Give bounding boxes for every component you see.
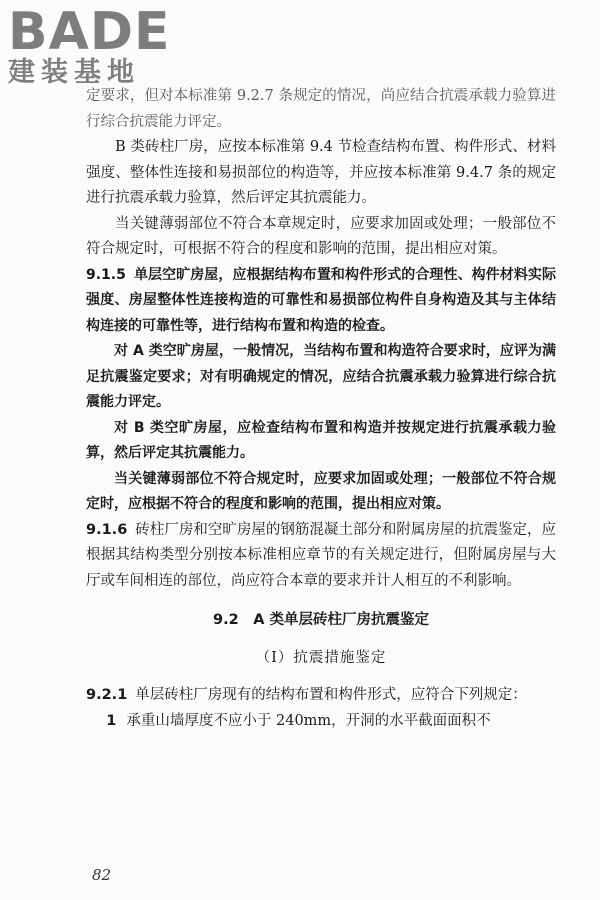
- paragraph-b-class-brick: B 类砖柱厂房，应按本标准第 9.4 节检查结构布置、构件形式、材料强度、整体性连接和易损部位的构造等，并应按本标准第 9.4.7 条的规定进行抗震承载力验算，然后评定其抗震能力。: [86, 139, 556, 206]
- clause-9-1-6: [86, 518, 556, 595]
- clause-9-2-1: [86, 683, 556, 709]
- clause-text: 单层空旷房屋，应根据结构布置和构件形式的合理性、构件材料实际强度、房屋整体性连接构造的可靠性和易损部位构件自身构造及其与主体结构连接的可靠性等，进行结构布置和构造的检查。: [86, 266, 556, 334]
- clause-9-1-5: [86, 263, 556, 340]
- clause-text: 单层砖柱厂房现有的结构布置和构件形式，应符合下列规定：: [135, 687, 527, 703]
- item-number: 1: [106, 712, 117, 729]
- paragraph-weak-parts: 当关键薄弱部位不符合本章规定时，应要求加固或处理；一般部位不符合规定时，可根据不符合的程度和影响的范围，提出相应对策。: [86, 215, 556, 257]
- clause-text: 砖柱厂房和空旷房屋的钢筋混凝土部分和附属房屋的抗震鉴定，应根据其结构类型分别按本标准相应章节的有关规定进行，但附属房屋与大厅或车间相连的部位，尚应符合本章的要求并计人相互的不利影响。: [86, 521, 556, 589]
- logo-subtitle: 建装基地: [8, 57, 140, 88]
- paragraph-b-class-hall: 对 B 类空旷房屋，应检查结构布置和构造并按规定进行抗震承载力验算，然后评定其抗震能力。: [86, 419, 556, 461]
- logo-wordmark: BADE: [8, 2, 171, 62]
- page-number: 82: [92, 866, 112, 884]
- subsection-title: （Ⅰ）抗震措施鉴定: [255, 649, 387, 666]
- continued-paragraph: 定要求，但对本标准第 9.2.7 条规定的情况，尚应结合抗震承载力验算进行综合抗震能力评定。: [86, 88, 556, 130]
- document-page: [86, 84, 556, 734]
- paragraph-a-class-hall: 对 A 类空旷房屋，一般情况，当结构布置和构造符合要求时，应评为满足抗震鉴定要求；对有明确规定的情况，应结合抗震承载力验算进行综合抗震能力评定。: [86, 343, 556, 410]
- paragraph-hall-weak-parts: 当关键薄弱部位不符合规定时，应要求加固或处理；一般部位不符合规定时，应根据不符合的程度和影响的范围，提出相应对策。: [86, 470, 556, 512]
- item-text: 承重山墙厚度不应小于 240mm，开洞的水平截面面积不: [126, 712, 491, 729]
- bade-logo: [8, 4, 178, 90]
- clause-number: 9.1.6: [86, 521, 128, 538]
- section-title: 9.2 A 类单层砖柱厂房抗震鉴定: [213, 612, 429, 628]
- clause-number: 9.2.1: [86, 687, 128, 703]
- clause-number: 9.1.5: [86, 266, 126, 283]
- list-item: [86, 709, 556, 735]
